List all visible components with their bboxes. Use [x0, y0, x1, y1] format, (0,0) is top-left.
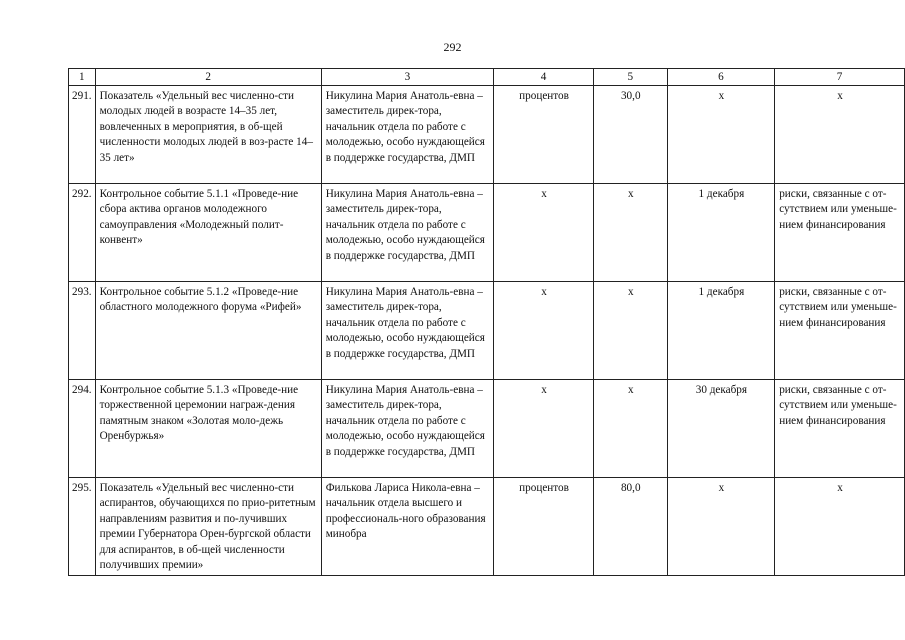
date-cell: х: [667, 86, 775, 184]
value-cell: х: [593, 282, 667, 380]
value-cell: х: [593, 380, 667, 478]
date-cell: 1 декабря: [667, 184, 775, 282]
row-number: 291.: [69, 86, 96, 184]
row-number: 293.: [69, 282, 96, 380]
column-header: 6: [667, 69, 775, 86]
indicator-name: Показатель «Удельный вес численно-сти молодых людей в возрасте 14–35 лет, вовлеченных в мероприятия, в об-щей численности молодых людей в воз-расте 14–35 лет»: [95, 86, 321, 184]
unit-cell: х: [494, 380, 594, 478]
page-number: 292: [443, 40, 462, 54]
indicator-name: Контрольное событие 5.1.1 «Проведе-ние сбора актива органов молодежного самоуправления «Молодежный полит-конвент»: [95, 184, 321, 282]
column-header: 1: [69, 69, 96, 86]
indicator-name: Показатель «Удельный вес численно-сти аспирантов, обучающихся по прио-ритетным направлениям развития и по-лучивших премии Губернатора Орен-бургской области для аспирантов, в об-щей численности получивших премии»: [95, 478, 321, 576]
risks-cell: риски, связанные с от-сутствием или уменьше-нием финансирования: [775, 282, 905, 380]
unit-cell: х: [494, 282, 594, 380]
column-header: 5: [593, 69, 667, 86]
column-header: 7: [775, 69, 905, 86]
table-row: [69, 478, 905, 576]
indicator-name: Контрольное событие 5.1.2 «Проведе-ние областного молодежного форума «Рифей»: [95, 282, 321, 380]
unit-cell: процентов: [494, 86, 594, 184]
date-cell: 1 декабря: [667, 282, 775, 380]
row-number: 295.: [69, 478, 96, 576]
responsible-person: Филькова Лариса Никола-евна – начальник отдела высшего и профессиональ-ного образования минобра: [321, 478, 493, 576]
value-cell: 30,0: [593, 86, 667, 184]
date-cell: х: [667, 478, 775, 576]
unit-cell: х: [494, 184, 594, 282]
risks-cell: риски, связанные с от-сутствием или уменьше-нием финансирования: [775, 380, 905, 478]
row-number: 292.: [69, 184, 96, 282]
responsible-person: Никулина Мария Анатоль-евна – заместитель дирек-тора, начальник отдела по работе с молодежью, особо нуждающейся в поддержке государства, ДМП: [321, 184, 493, 282]
value-cell: 80,0: [593, 478, 667, 576]
table-row: [69, 282, 905, 380]
row-number: 294.: [69, 380, 96, 478]
column-header: 2: [95, 69, 321, 86]
date-cell: 30 декабря: [667, 380, 775, 478]
column-header: 3: [321, 69, 493, 86]
table-row: [69, 184, 905, 282]
responsible-person: Никулина Мария Анатоль-евна – заместитель дирек-тора, начальник отдела по работе с молодежью, особо нуждающейся в поддержке государства, ДМП: [321, 282, 493, 380]
risks-cell: риски, связанные с от-сутствием или уменьше-нием финансирования: [775, 184, 905, 282]
column-header: 4: [494, 69, 594, 86]
indicator-name: Контрольное событие 5.1.3 «Проведе-ние торжественной церемонии награж-дения памятным знаком «Золотая моло-дежь Оренбуржья»: [95, 380, 321, 478]
unit-cell: процентов: [494, 478, 594, 576]
responsible-person: Никулина Мария Анатоль-евна – заместитель дирек-тора, начальник отдела по работе с молодежью, особо нуждающейся в поддержке государства, ДМП: [321, 86, 493, 184]
risks-cell: х: [775, 478, 905, 576]
responsible-person: Никулина Мария Анатоль-евна – заместитель дирек-тора, начальник отдела по работе с молодежью, особо нуждающейся в поддержке государства, ДМП: [321, 380, 493, 478]
risks-cell: х: [775, 86, 905, 184]
value-cell: х: [593, 184, 667, 282]
document-table: [68, 68, 905, 576]
header-row: [69, 69, 905, 86]
table-row: [69, 380, 905, 478]
table-row: [69, 86, 905, 184]
